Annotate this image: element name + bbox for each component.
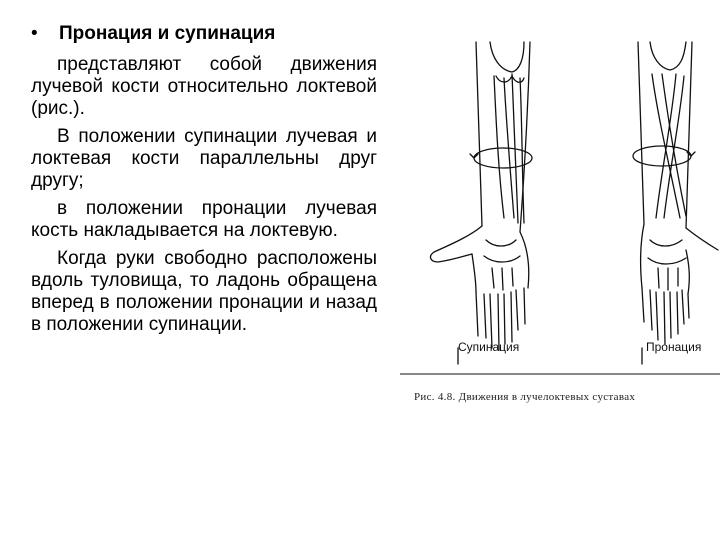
supination-label: Супинация (458, 340, 520, 354)
figure-caption: Рис. 4.8. Движения в лучелоктевых суставах (414, 391, 636, 403)
pronation-arm-drawing (633, 42, 718, 364)
paragraph-3: в положении пронации лучевая кость накладывается на локтевую. (31, 198, 377, 241)
paragraph-4: Когда руки свободно расположены вдоль туловища, то ладонь обращена вперед в положении пронации и назад в положении супинации. (31, 248, 377, 335)
heading-title: Пронация и супинация (59, 23, 276, 44)
forearm-figure (400, 18, 720, 438)
bullet: • (31, 23, 38, 44)
paragraph-1: представляют собой движения лучевой кости относительно локтевой (рис.). (31, 54, 377, 119)
pronation-label: Пронация (646, 340, 702, 354)
forearm-illustration (400, 18, 720, 438)
supination-arm-drawing (431, 42, 532, 364)
heading (31, 22, 377, 46)
paragraph-2: В положении супинации лучевая и локтевая кости параллельны друг другу; (31, 126, 377, 191)
text-column (31, 22, 377, 342)
